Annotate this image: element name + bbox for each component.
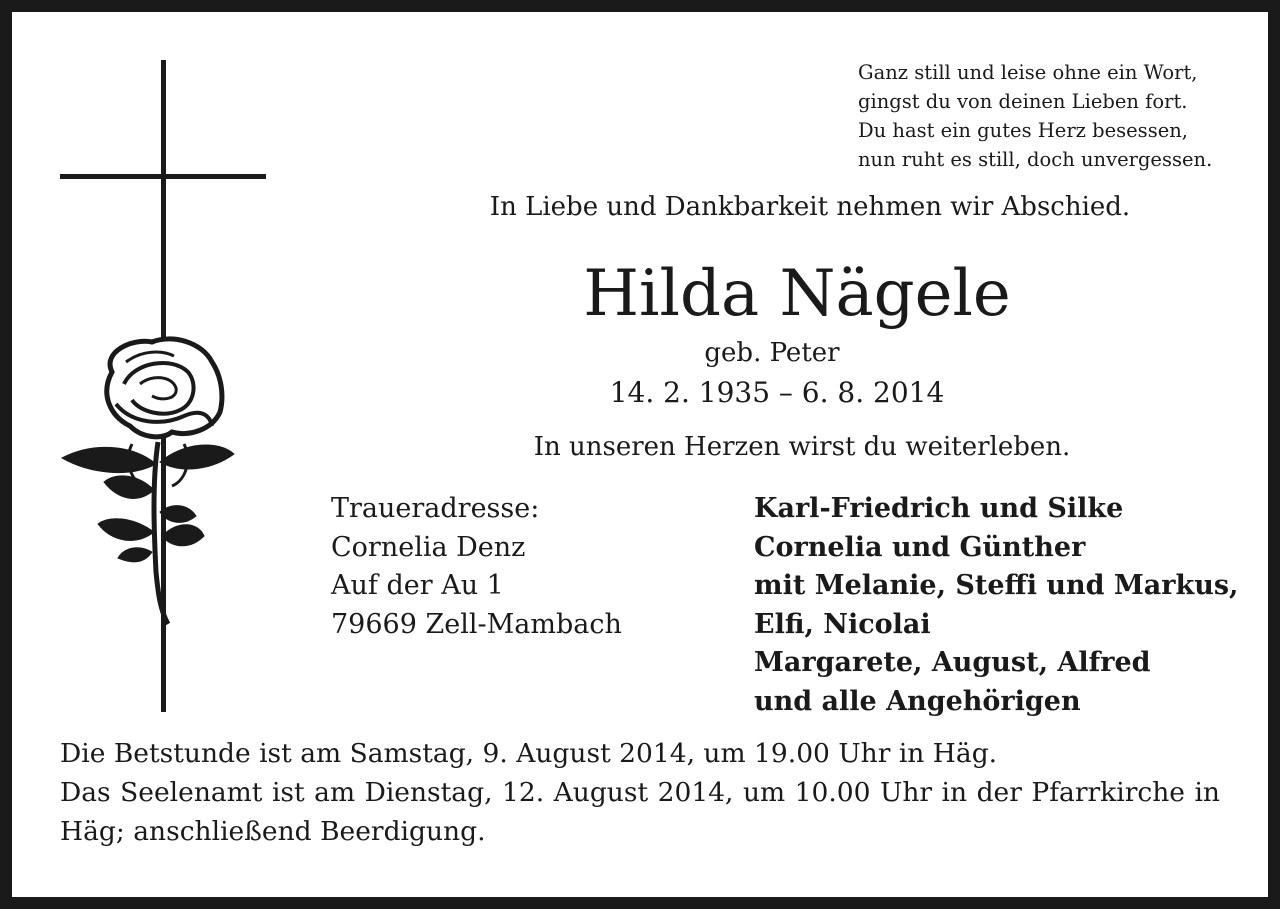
poem-line: Ganz still und leise ohne ein Wort, bbox=[858, 61, 1198, 84]
cross-with-rose-illustration bbox=[12, 12, 272, 732]
mourning-address bbox=[331, 490, 622, 644]
service-notices bbox=[60, 734, 1220, 851]
life-dates: 14. 2. 1935 – 6. 8. 2014 bbox=[609, 376, 945, 409]
motto-line: In unseren Herzen wirst du weiterleben. bbox=[533, 432, 1071, 462]
mourners-list bbox=[754, 490, 1238, 721]
farewell-line: In Liebe und Dankbarkeit nehmen wir Abschied. bbox=[489, 192, 1131, 222]
poem bbox=[858, 58, 1212, 174]
mourner-line: Margarete, August, Alfred bbox=[754, 647, 1151, 678]
address-line: 79669 Zell-Mambach bbox=[331, 608, 622, 640]
mourner-line: Cornelia und Günther bbox=[754, 531, 1086, 563]
poem-line: nun ruht es still, doch unvergessen. bbox=[858, 148, 1213, 171]
birth-name: geb. Peter bbox=[704, 338, 840, 368]
address-line: Traueradresse: bbox=[331, 493, 540, 524]
address-line: Cornelia Denz bbox=[331, 531, 526, 563]
mourner-line: Elfi, Nicolai bbox=[754, 608, 931, 640]
deceased-name: Hilda Nägele bbox=[583, 257, 1011, 331]
poem-line: gingst du von deinen Lieben fort. bbox=[858, 90, 1188, 113]
rose-icon bbox=[62, 339, 234, 624]
obituary-notice bbox=[12, 12, 1268, 897]
mourner-line: mit Melanie, Steffi und Markus, bbox=[754, 570, 1239, 601]
poem-line: Du hast ein gutes Herz besessen, bbox=[858, 119, 1188, 142]
mourner-line: und alle Angehörigen bbox=[754, 685, 1081, 717]
prayer-hour-notice: Die Betstunde ist am Samstag, 9. August 2014, um 19.00 Uhr in Häg. bbox=[60, 738, 998, 769]
requiem-notice: Das Seelenamt ist am Dienstag, 12. August 2014, um 10.00 Uhr in der Pfarrkirche in Häg; anschließend Beerdigung. bbox=[60, 777, 1220, 847]
address-line: Auf der Au 1 bbox=[331, 570, 504, 601]
mourner-line: Karl-Friedrich und Silke bbox=[754, 493, 1124, 524]
